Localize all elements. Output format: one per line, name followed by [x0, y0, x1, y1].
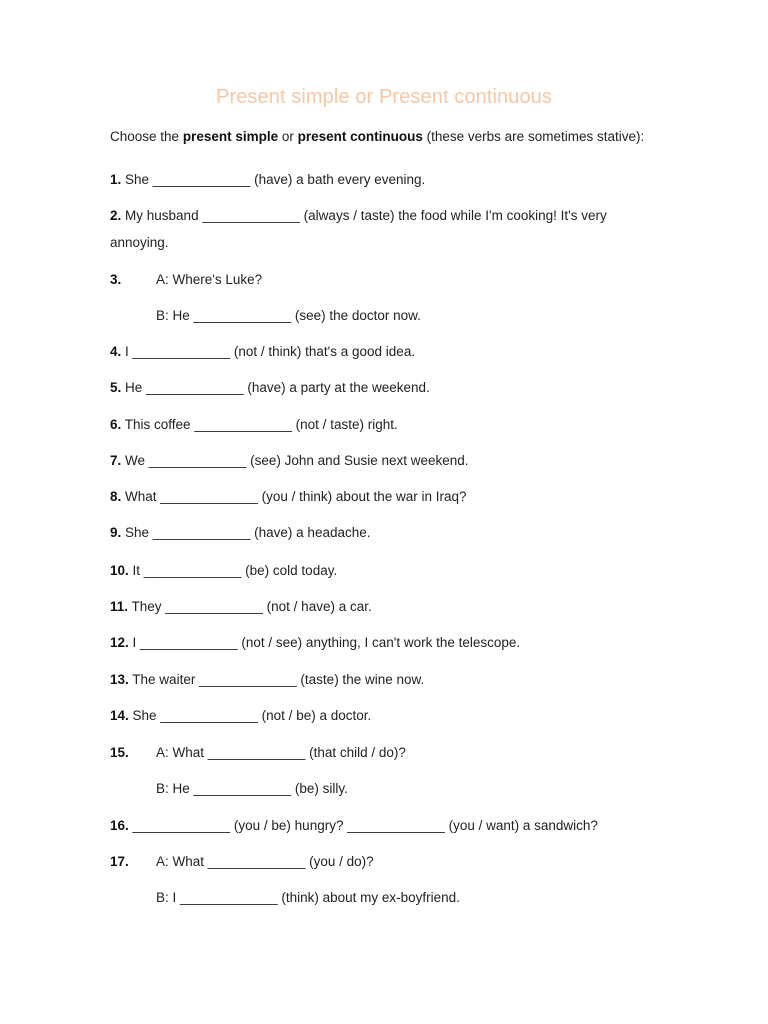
item-text: She _____________ (not / be) a doctor.: [132, 708, 372, 723]
exercise-item-14: [110, 707, 371, 725]
exercise-item-1: [110, 171, 425, 189]
item-text: What _____________ (you / think) about the war in Iraq?: [125, 489, 467, 504]
item-text: I _____________ (not / think) that's a good idea.: [125, 344, 416, 359]
exercise-item-3-line-b: B: He _____________ (see) the doctor now.: [156, 308, 421, 323]
item-number: 6.: [110, 417, 122, 432]
exercise-item-11: [110, 598, 372, 616]
exercise-item-17-line-b: B: I _____________ (think) about my ex-boyfriend.: [156, 890, 460, 905]
item-number: 8.: [110, 489, 122, 504]
item-number: 4.: [110, 344, 122, 359]
exercise-item-4: [110, 343, 415, 361]
item-text: They _____________ (not / have) a car.: [131, 599, 372, 614]
item-text: She _____________ (have) a headache.: [125, 525, 371, 540]
item-number: 5.: [110, 380, 122, 395]
item-number: 11.: [110, 599, 129, 614]
item-text: This coffee _____________ (not / taste) right.: [124, 417, 398, 432]
item-line-a: A: What _____________ (you / do)?: [156, 854, 374, 869]
instructions-middle: or: [278, 129, 298, 144]
item-number: 2.: [110, 208, 122, 223]
item-number: 3.: [110, 272, 122, 287]
item-number: 13.: [110, 672, 129, 687]
instructions-prefix: Choose the: [110, 129, 183, 144]
item-text: It _____________ (be) cold today.: [132, 563, 338, 578]
item-number: 15.: [110, 745, 129, 760]
item-number: 16.: [110, 818, 129, 833]
item-text: My husband _____________ (always / taste) the food while I'm cooking! It's very: [125, 208, 607, 223]
item-text: He _____________ (have) a party at the weekend.: [125, 380, 430, 395]
exercise-item-12: [110, 634, 520, 652]
item-line-a: A: What _____________ (that child / do)?: [156, 745, 406, 760]
item-number: 14.: [110, 708, 129, 723]
exercise-item-15-line-b: B: He _____________ (be) silly.: [156, 781, 348, 796]
exercise-item-2-continuation: annoying.: [110, 235, 169, 250]
item-text: She _____________ (have) a bath every evening.: [125, 172, 426, 187]
exercise-item-8: [110, 488, 467, 506]
exercise-item-16: [110, 817, 598, 835]
exercise-item-13: [110, 671, 424, 689]
exercise-item-17: [110, 853, 374, 871]
exercise-item-6: [110, 416, 398, 434]
item-number: 17.: [110, 854, 129, 869]
item-text: The waiter _____________ (taste) the wine now.: [132, 672, 425, 687]
instructions-suffix: (these verbs are sometimes stative):: [422, 129, 645, 144]
exercise-item-2: [110, 207, 607, 225]
item-line-a: A: Where's Luke?: [156, 272, 263, 287]
item-number: 12.: [110, 635, 129, 650]
exercise-item-9: [110, 524, 371, 542]
item-number: 7.: [110, 453, 122, 468]
item-text: I _____________ (not / see) anything, I can't work the telescope.: [132, 635, 521, 650]
item-text: _____________ (you / be) hungry? _____________ (you / want) a sandwich?: [132, 818, 598, 833]
item-number: 1.: [110, 172, 122, 187]
exercise-item-7: [110, 452, 469, 470]
item-number: 10.: [110, 563, 129, 578]
instructions-bold-present-simple: present simple: [182, 129, 279, 144]
exercise-item-15: [110, 744, 406, 762]
instructions-bold-present-continuous: present continuous: [297, 129, 423, 144]
instructions: [110, 129, 644, 144]
item-text: We _____________ (see) John and Susie next weekend.: [125, 453, 469, 468]
exercise-item-3: [110, 271, 262, 289]
exercise-item-5: [110, 379, 430, 397]
item-number: 9.: [110, 525, 122, 540]
page-title: Present simple or Present continuous: [216, 86, 552, 108]
exercise-item-10: [110, 562, 337, 580]
